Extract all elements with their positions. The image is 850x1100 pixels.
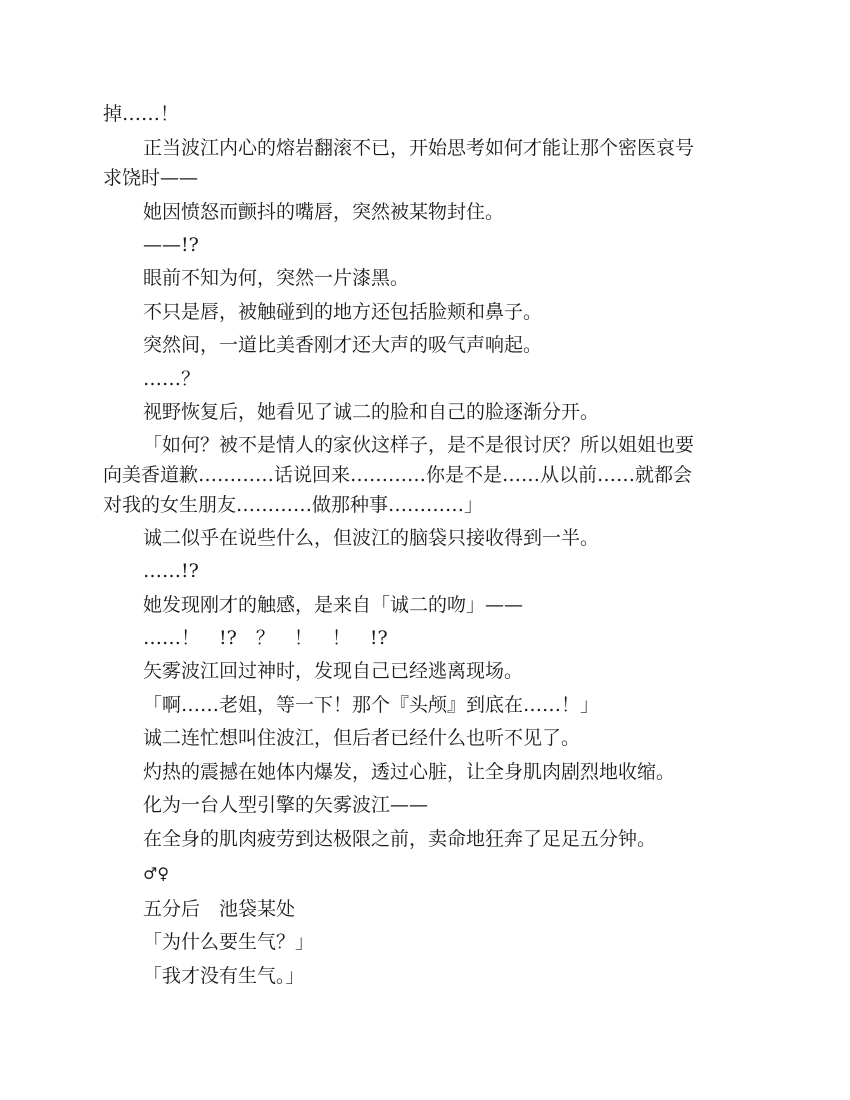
text-line: 矢雾波江回过神时，发现自己已经逃离现场。 [143,660,524,682]
text-line: 不只是唇，被触碰到的地方还包括脸颊和鼻子。 [143,301,543,323]
text-line: 掉……！ [103,103,180,125]
text-line: 向美香道歉…………话说回来…………你是不是……从以前……就都会 [103,464,693,486]
text-line: 诚二连忙想叫住波江，但后者已经什么也听不见了。 [143,727,581,749]
text-line: 在全身的肌肉疲劳到达极限之前，卖命地狂奔了足足五分钟。 [143,828,657,850]
text-line: 「为什么要生气？」 [143,931,315,953]
text-line: 求饶时—— [103,167,199,189]
text-line: ——!? [143,234,199,256]
text-line: 灼热的震撼在她体内爆发，透过心脏，让全身肌肉剧烈地收缩。 [143,761,676,783]
text-line: ……？ [143,368,201,390]
text-line: 「啊……老姐，等一下！那个『头颅』到底在……！」 [143,694,600,716]
text-line: 她因愤怒而颤抖的嘴唇，突然被某物封住。 [143,201,505,223]
text-line: 化为一台人型引擎的矢雾波江—— [143,794,429,816]
text-line: ……！ !? ？ ！ ！ !? [143,627,388,649]
text-line: 诚二似乎在说些什么，但波江的脑袋只接收得到一半。 [143,527,600,549]
text-line: 视野恢复后，她看见了诚二的脸和自己的脸逐渐分开。 [143,401,600,423]
text-line: 对我的女生朋友…………做那种事…………」 [103,494,484,516]
section-break-symbol: ♂♀ [143,864,170,883]
text-line: 「我才没有生气。」 [143,965,305,987]
text-line: 她发现刚才的触感，是来自「诚二的吻」—— [143,594,524,616]
text-line: 眼前不知为何，突然一片漆黑。 [143,267,410,289]
text-line: ……!? [143,560,199,582]
text-line: 「如何？被不是情人的家伙这样子，是不是很讨厌？所以姐姐也要 [143,434,695,456]
text-line: 正当波江内心的熔岩翻滚不已，开始思考如何才能让那个密医哀号 [143,137,695,159]
text-line: 五分后 池袋某处 [143,898,296,920]
text-line: 突然间，一道比美香刚才还大声的吸气声响起。 [143,334,543,356]
